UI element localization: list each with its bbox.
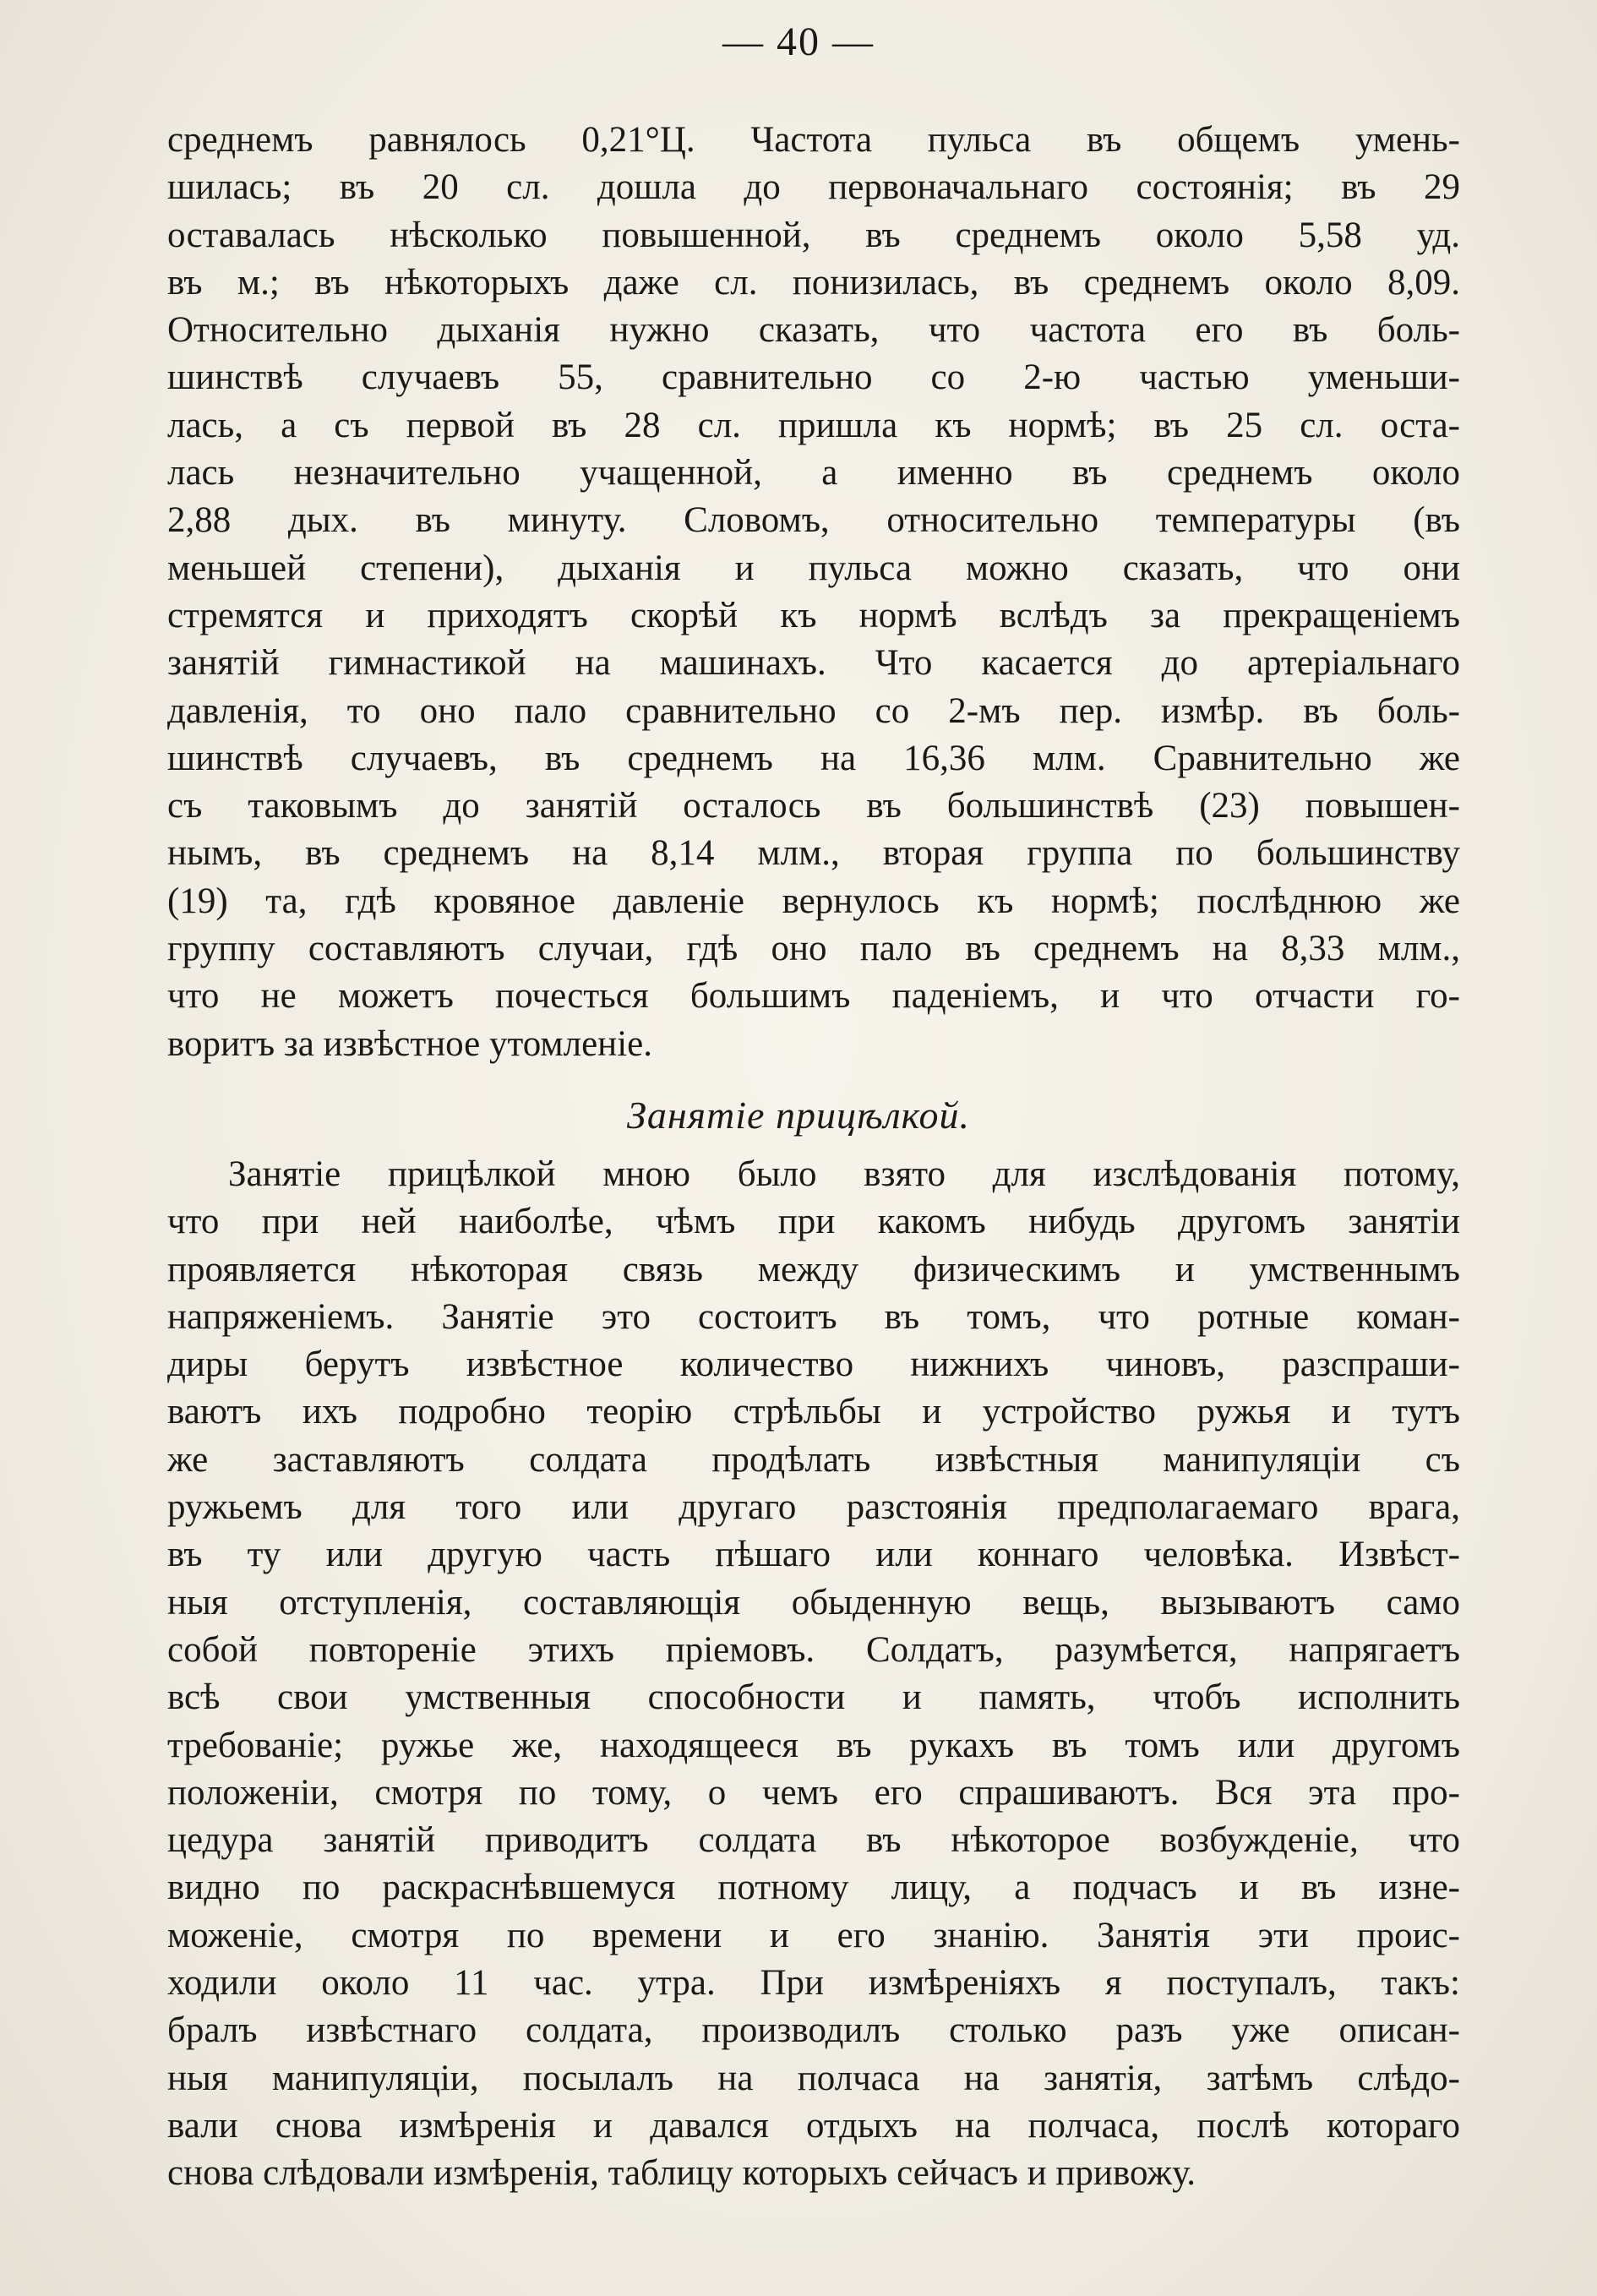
text-line: моженіе, смотря по времени и его знанію. Занятія эти проис- (167, 1915, 1460, 1955)
text-line: ныя манипуляціи, посылалъ на полчаса на занятія, затѣмъ слѣдо- (167, 2058, 1460, 2098)
text-line: меньшей степени), дыханія и пульса можно сказать, что они (167, 548, 1460, 588)
text-line: стремятся и приходятъ скорѣй къ нормѣ вслѣдъ за прекращеніемъ (167, 595, 1460, 635)
text-line: (19) та, гдѣ кровяное давленіе вернулось къ нормѣ; послѣднюю же (167, 881, 1460, 921)
text-line: среднемъ равнялось 0,21°Ц. Частота пульса въ общемъ умень- (167, 120, 1460, 160)
text-line: проявляется нѣкоторая связь между физическимъ и умственнымъ (167, 1249, 1460, 1290)
text-line: ныя отступленія, составляющія обыденную вещь, вызываютъ само (167, 1582, 1460, 1622)
section-heading: Занятіе прицѣлкой. (627, 1093, 970, 1137)
text-line: шинствѣ случаевъ 55, сравнительно со 2-ю частью уменьши- (167, 357, 1460, 398)
paragraph-aiming-exercise (167, 1151, 1460, 2198)
text-line: же заставляютъ солдата продѣлать извѣстныя манипуляціи съ (167, 1439, 1460, 1480)
text-line: бралъ извѣстнаго солдата, производилъ столько разъ уже описан- (167, 2010, 1460, 2051)
text-line: ходили около 11 час. утра. При измѣреніяхъ я поступалъ, такъ: (167, 1963, 1460, 2004)
page-number: — 40 — (722, 19, 875, 64)
text-line: ваютъ ихъ подробно теорію стрѣльбы и устройство ружья и тутъ (167, 1392, 1460, 1432)
text-line: занятій гимнастикой на машинахъ. Что касается до артеріальнаго (167, 643, 1460, 684)
text-line: въ ту или другую часть пѣшаго или коннаго человѣка. Извѣст- (167, 1535, 1460, 1575)
text-line: съ таковымъ до занятій осталось въ большинствѣ (23) повышен- (167, 786, 1460, 826)
text-line: группу составляютъ случаи, гдѣ оно пало въ среднемъ на 8,33 млм., (167, 929, 1460, 969)
text-line: оставалась нѣсколько повышенной, въ среднемъ около 5,58 уд. (167, 215, 1460, 255)
text-line: требованіе; ружье же, находящееся въ рукахъ въ томъ или другомъ (167, 1725, 1460, 1765)
text-line: напряженіемъ. Занятіе это состоитъ въ томъ, что ротные коман- (167, 1296, 1460, 1337)
text-line: лась, а съ первой въ 28 сл. пришла къ нормѣ; въ 25 сл. оста- (167, 405, 1460, 445)
text-line: что не можетъ почесться большимъ паденіемъ, и что отчасти го- (167, 976, 1460, 1017)
text-line: видно по раскраснѣвшемуся потному лицу, а подчасъ и въ изне- (167, 1868, 1460, 1908)
text-line: воритъ за извѣстное утомленіе. (167, 1023, 652, 1064)
text-line: вали снова измѣренія и давался отдыхъ на полчаса, послѣ котораго (167, 2105, 1460, 2146)
text-line: шинствѣ случаевъ, въ среднемъ на 16,36 млм. Сравнительно же (167, 738, 1460, 778)
paragraph-pulse-respiration (167, 117, 1460, 1068)
text-line: ружьемъ для того или другаго разстоянія предполагаемаго врага, (167, 1487, 1460, 1528)
text-line: нымъ, въ среднемъ на 8,14 млм., вторая группа по большинству (167, 833, 1460, 874)
text-line: собой повтореніе этихъ пріемовъ. Солдатъ, разумѣется, напрягаетъ (167, 1629, 1460, 1670)
text-line: цедура занятій приводитъ солдата въ нѣкоторое возбужденіе, что (167, 1820, 1460, 1861)
text-line: давленія, то оно пало сравнительно со 2-мъ пер. измѣр. въ боль- (167, 690, 1460, 731)
text-line: Занятіе прицѣлкой мною было взято для изслѣдованія потому, (228, 1154, 1460, 1194)
text-line: что при ней наиболѣе, чѣмъ при какомъ нибудь другомъ занятіи (167, 1202, 1460, 1242)
text-line: диры берутъ извѣстное количество нижнихъ чиновъ, разспраши- (167, 1344, 1460, 1385)
text-line: лась незначительно учащенной, а именно въ среднемъ около (167, 453, 1460, 494)
text-line: въ м.; въ нѣкоторыхъ даже сл. понизилась, въ среднемъ около 8,09. (167, 262, 1460, 303)
text-line: шилась; въ 20 сл. дошла до первоначальнаго состоянія; въ 29 (167, 167, 1460, 208)
text-line: 2,88 дых. въ минуту. Словомъ, относительно температуры (въ (167, 500, 1460, 541)
text-line: снова слѣдовали измѣренія, таблицу которыхъ сейчасъ и привожу. (167, 2153, 1196, 2194)
text-line: всѣ свои умственныя способности и память, чтобъ исполнить (167, 1677, 1460, 1718)
text-line: Относительно дыханія нужно сказать, что частота его въ боль- (167, 310, 1460, 351)
text-line: положеніи, смотря по тому, о чемъ его спрашиваютъ. Вся эта про- (167, 1772, 1460, 1813)
